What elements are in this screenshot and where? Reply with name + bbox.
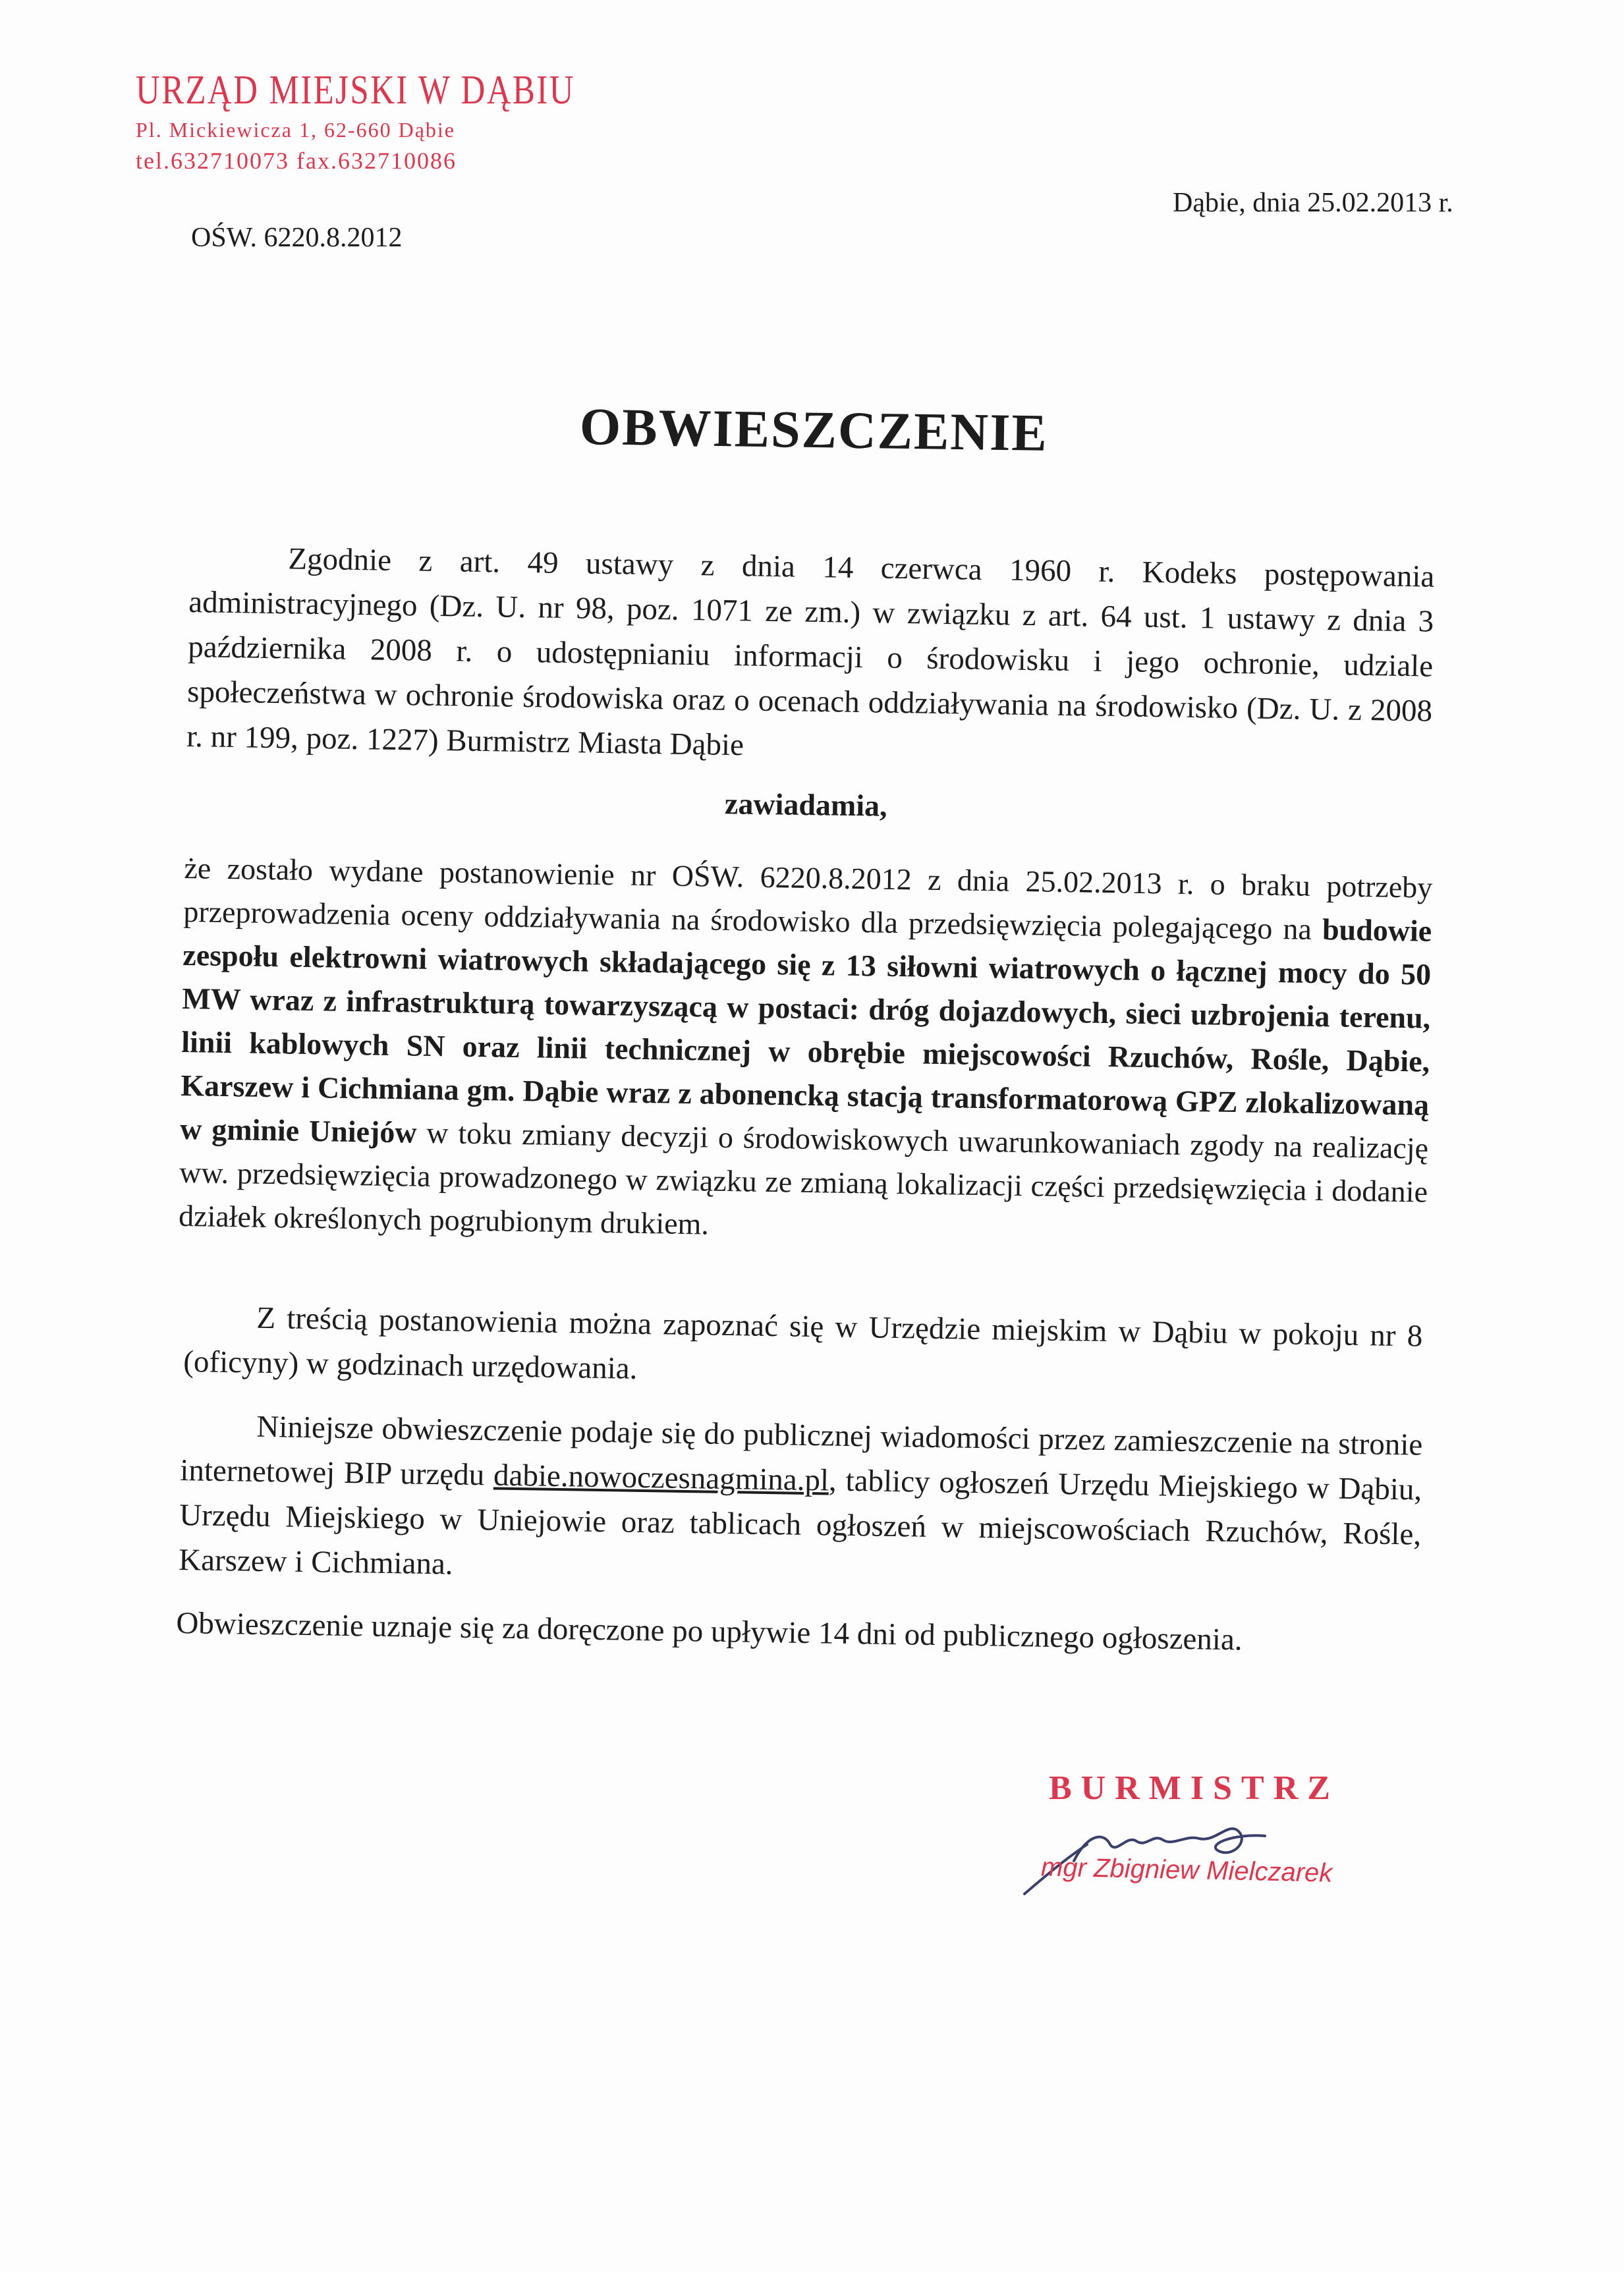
publication-paragraph bbox=[179, 1403, 1423, 1602]
letterhead-address: Pl. Mickiewicza 1, 62-660 Dąbie bbox=[136, 118, 455, 142]
letterhead-stamp bbox=[136, 66, 575, 177]
info-paragraph: Z treścią postanowienia można zapoznać się w Urzędzie miejskim w Dąbiu w pokoju nr 8 (oficyny) w godzinach urzędowania. bbox=[182, 1300, 1423, 1386]
reference-number: OŚW. 6220.8.2012 bbox=[191, 223, 403, 253]
document-date: Dąbie, dnia 25.02.2013 r. bbox=[1173, 188, 1453, 218]
publication-text-start: Niniejsze obwieszczenie podaje się do publicznej wiadomości przez zamieszczenie na stronie internetowej BIP urzędu bbox=[179, 1409, 1423, 1493]
decision-text-end: w toku zmiany decyzji o środowiskowych uwarunkowaniach zgody na realizację ww. przedsięwzięcia prowadzonego w związku ze zmianą lokalizacji części przedsięwzięcia i dodanie działek określonych pogrubionym drukiem. bbox=[178, 1115, 1429, 1241]
letterhead-office-name: URZĄD MIEJSKI W DĄBIU bbox=[136, 68, 575, 113]
signature-stamp bbox=[988, 1769, 1357, 1900]
bip-link[interactable]: dabie.nowoczesnagmina.pl bbox=[493, 1458, 829, 1498]
publication-text-end: , tablicy ogłoszeń Urzędu Miejskiego w Dąbiu, Urzędu Miejskiego w Uniejowie oraz tablicach ogłoszeń w miejscowościach Rzuchów, Rośle, Karszew i Cichmiana. bbox=[178, 1463, 1422, 1582]
signature-role: BURMISTRZ bbox=[1049, 1769, 1339, 1807]
decision-text-bold: budowie zespołu elektrowni wiatrowych składającego się z 13 siłowni wiatrowych o łącznej mocy do 50 MW wraz z infrastrukturą towarzyszącą w postaci: dróg dojazdowych, sieci uzbrojenia terenu, linii kablowych SN oraz linii technicznej w obrębie miejscowości Rzuchów, Rośle, Dąbie, Karszew i Cichmiana gm. Dąbie wraz z abonencką stacją transformatorową GPZ zlokalizowaną w gminie Uniejów bbox=[179, 912, 1432, 1150]
decision-paragraph bbox=[179, 846, 1433, 1258]
intro-paragraph: Zgodnie z art. 49 ustawy z dnia 14 czerwca 1960 r. Kodeks postępowania administracyjnego (Dz. U. nr 98, poz. 1071 ze zm.) w związku z art. 64 ust. 1 ustawy z dnia 3 października 2008 r. o udostępnianiu informacji o środowisku i jego ochronie, udziale społeczeństwa w ochronie środowiska oraz o ocenach oddziaływania na środowisko (Dz. U. z 2008 r. nr 199, poz. 1227) Burmistrz Miasta Dąbie bbox=[186, 541, 1435, 763]
decision-text-start: że zostało wydane postanowienie nr OŚW. 6220.8.2012 z dnia 25.02.2013 r. o braku potrzeby przeprowadzenia oceny oddziaływania na środowisko dla przedsięwzięcia polegającego na bbox=[183, 850, 1433, 947]
signature-name: mgr Zbigniew Mielczarek bbox=[1040, 1852, 1333, 1888]
delivery-paragraph: Obwieszczenie uznaje się za doręczone po upływie 14 dni od publicznego ogłoszenia. bbox=[176, 1605, 1243, 1657]
announce-heading: zawiadamia, bbox=[724, 787, 887, 823]
document-title: OBWIESZCZENIE bbox=[579, 398, 1049, 462]
letterhead-contact: tel.632710073 fax.632710086 bbox=[136, 148, 457, 174]
